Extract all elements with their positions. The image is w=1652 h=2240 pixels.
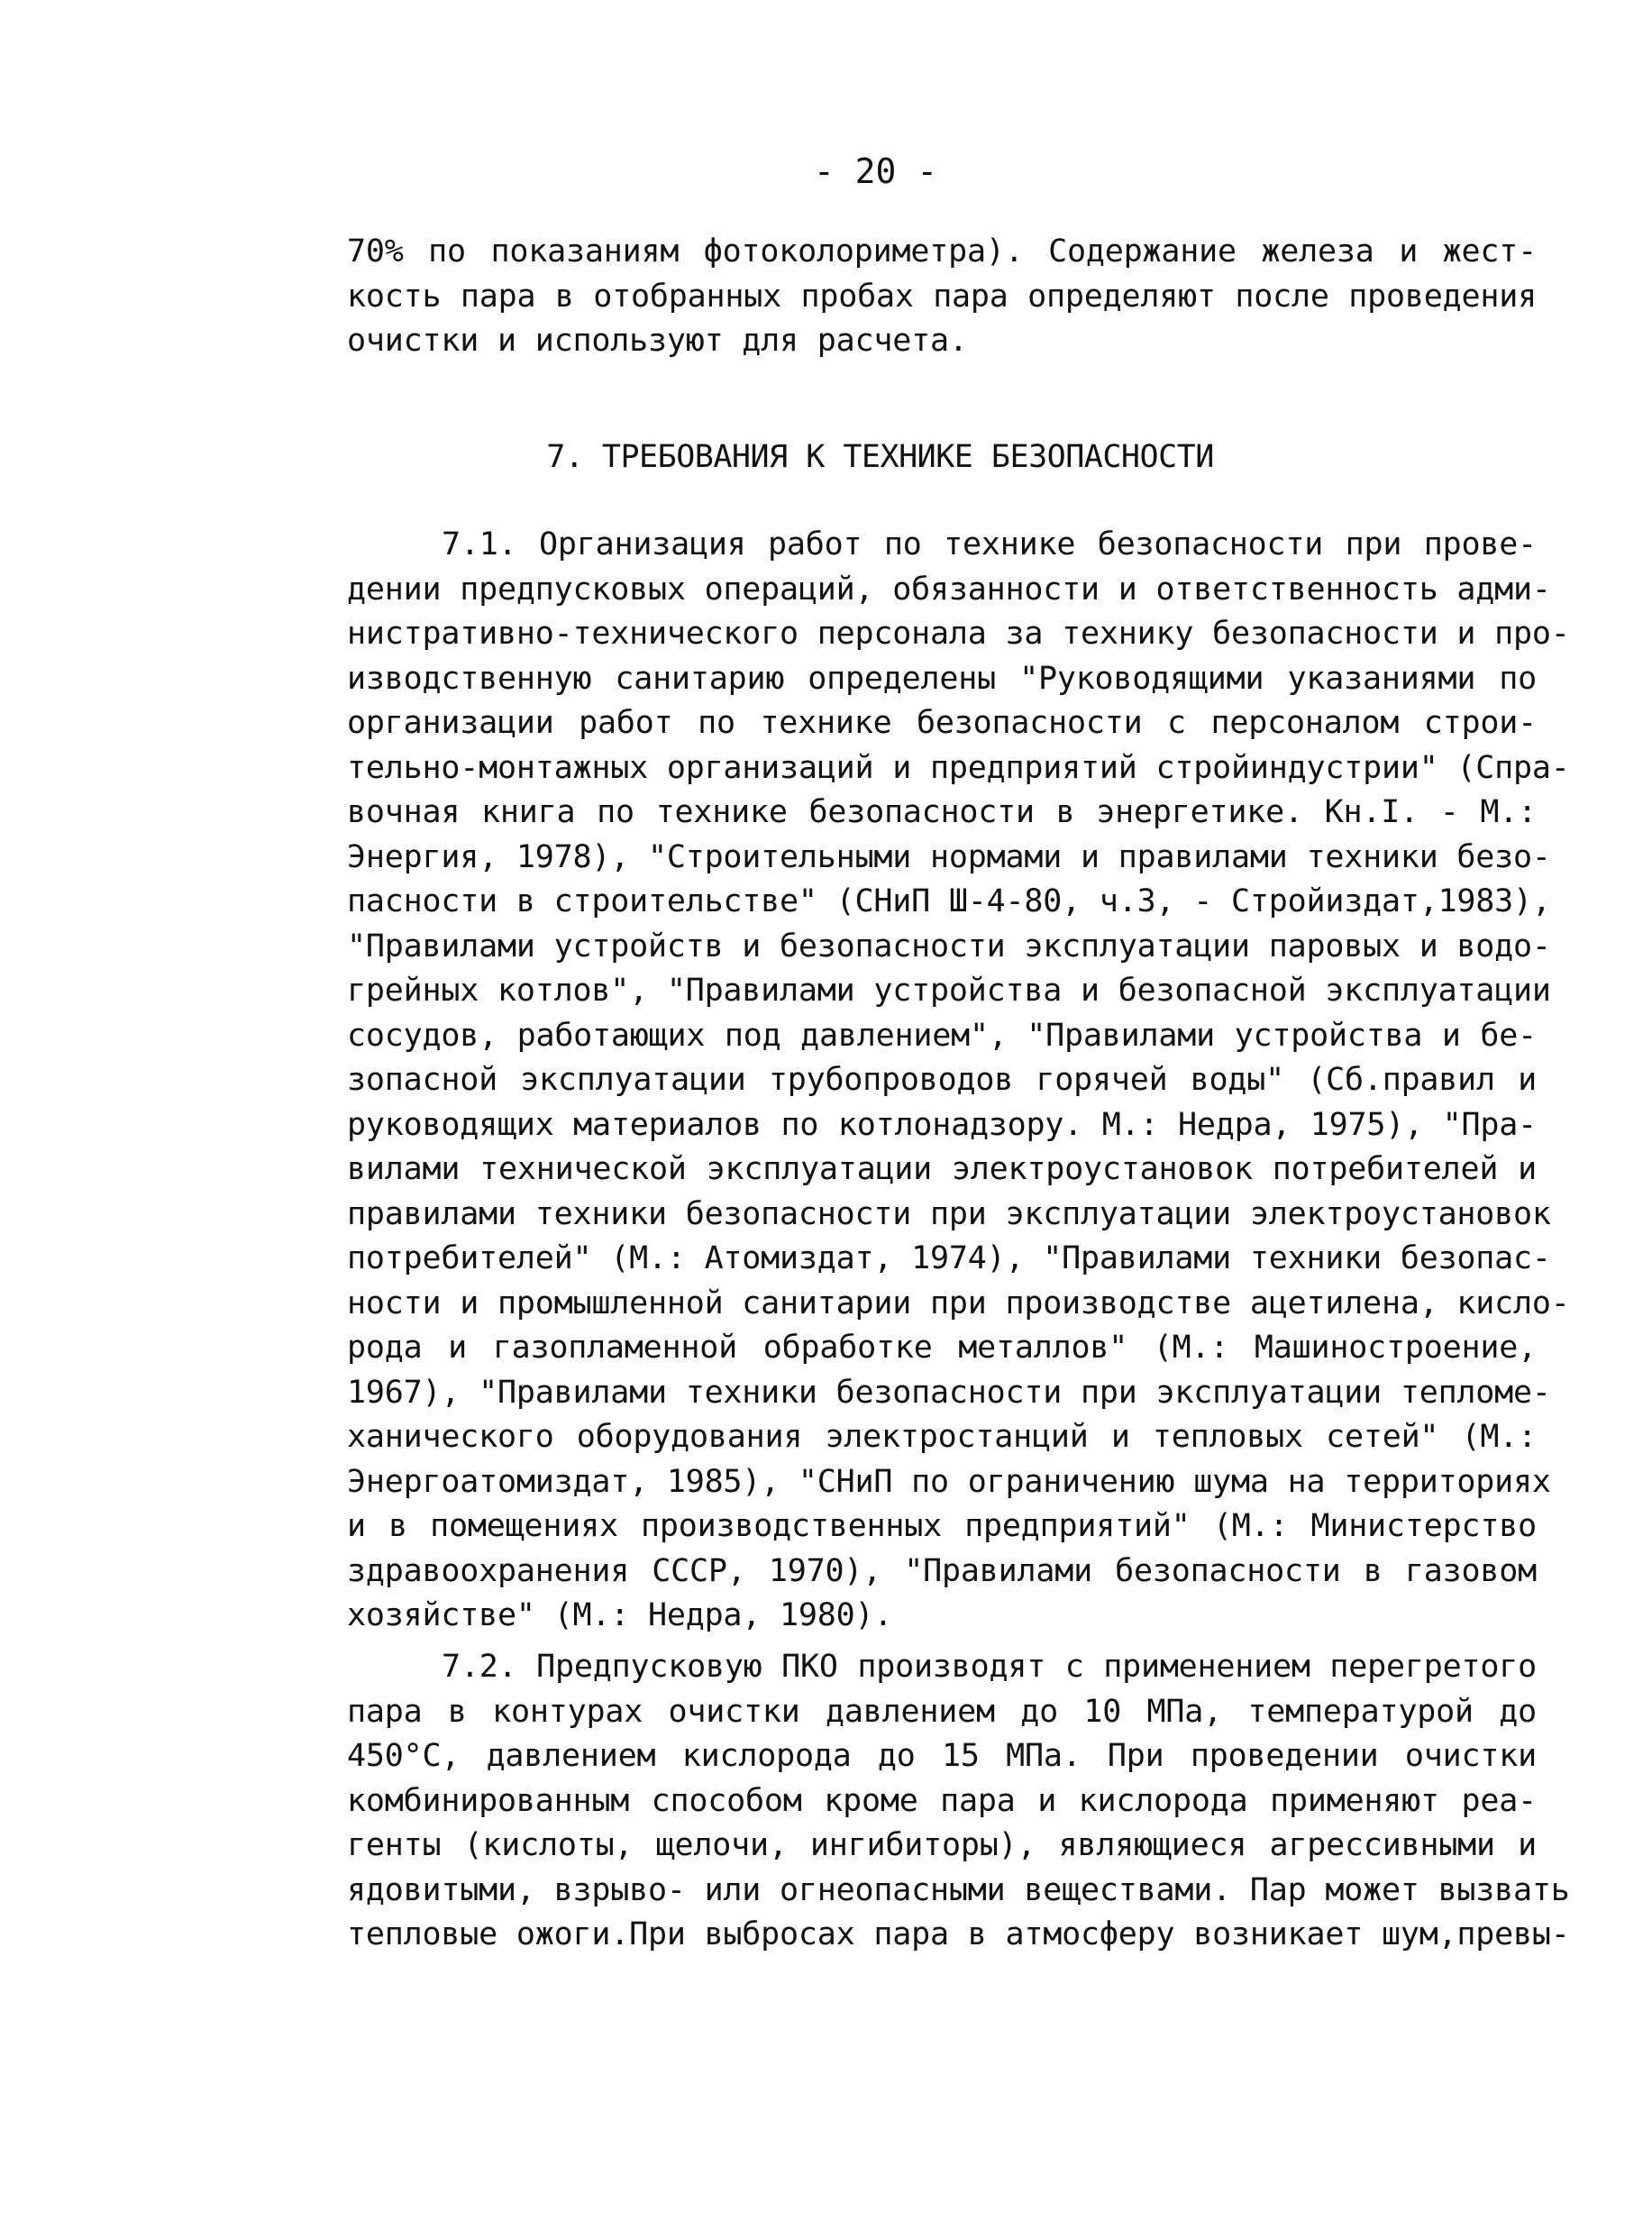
- text-line: сосудов, работающих под давлением", "Правилами устройства и бе-: [347, 1017, 1537, 1054]
- section-heading: 7. ТРЕБОВАНИЯ К ТЕХНИКЕ БЕЗОПАСНОСТИ: [546, 439, 1214, 475]
- text-line: изводственную санитарию определены "Руководящими указаниями по: [347, 660, 1537, 697]
- paragraph-7-2: [347, 1645, 1570, 1958]
- text-line: 450°С, давлением кислорода до 15 МПа. При проведении очистки: [347, 1738, 1537, 1774]
- text-line: и в помещениях производственных предприятий" (М.: Министерство: [347, 1508, 1537, 1544]
- text-line: тепловые ожоги.При выбросах пара в атмосферу возникает шум,превы-: [347, 1916, 1570, 1952]
- text-line: пара в контурах очистки давлением до 10 МПа, температурой до: [347, 1693, 1537, 1730]
- text-line: рода и газопламенной обработке металлов" (М.: Машиностроение,: [347, 1330, 1537, 1366]
- text-line: дении предпусковых операций, обязанности и ответственность адми-: [347, 571, 1551, 608]
- text-line: вочная книга по технике безопасности в энергетике. Кн.I. - М.:: [347, 794, 1537, 830]
- text-line: генты (кислоты, щелочи, ингибиторы), являющиеся агрессивными и: [347, 1827, 1537, 1863]
- text-line: здравоохранения СССР, 1970), "Правилами безопасности в газовом: [347, 1552, 1537, 1589]
- text-line: зопасной эксплуатации трубопроводов горячей воды" (Сб.правил и: [347, 1062, 1537, 1098]
- text-line: комбинированным способом кроме пара и кислорода применяют реа-: [347, 1782, 1537, 1819]
- text-line: ности и промышленной санитарии при производстве ацетилена, кисло-: [347, 1285, 1570, 1321]
- text-line: организации работ по технике безопасности с персоналом строи-: [347, 705, 1537, 741]
- intro-paragraph: [347, 230, 1537, 364]
- text-line: потребителей" (М.: Атомиздат, 1974), "Правилами техники безопас-: [347, 1240, 1551, 1276]
- text-line: 7.2. Предпусковую ПКО производят с применением перегретого: [442, 1649, 1537, 1685]
- text-line: кость пара в отобранных пробах пара определяют после проведения: [347, 278, 1537, 315]
- text-line: Энергоатомиздат, 1985), "СНиП по ограничению шума на территориях: [347, 1463, 1551, 1500]
- text-line: тельно-монтажных организаций и предприятий стройиндустрии" (Спра-: [347, 749, 1570, 786]
- text-line: нистративно-технического персонала за технику безопасности и про-: [347, 616, 1570, 652]
- text-line: "Правилами устройств и безопасности эксплуатации паровых и водо-: [347, 928, 1551, 965]
- text-line: грейных котлов", "Правилами устройства и безопасной эксплуатации: [347, 973, 1551, 1009]
- text-line: хозяйстве" (М.: Недра, 1980).: [347, 1597, 893, 1633]
- text-line: ханического оборудования электростанций и тепловых сетей" (М.:: [347, 1419, 1537, 1455]
- text-line: Энергия, 1978), "Строительными нормами и правилами техники безо-: [347, 838, 1551, 875]
- paragraph-7-1: [347, 523, 1570, 1639]
- text-line: 7.1. Организация работ по технике безопасности при прове-: [442, 526, 1537, 562]
- text-line: вилами технической эксплуатации электроустановок потребителей и: [347, 1151, 1537, 1187]
- text-line: правилами техники безопасности при эксплуатации электроустановок: [347, 1195, 1551, 1232]
- page-number: - 20 -: [813, 151, 938, 191]
- text-line: очистки и используют для расчета.: [347, 323, 968, 359]
- text-line: ядовитыми, взрыво- или огнеопасными веществами. Пар может вызвать: [347, 1871, 1570, 1908]
- text-line: 1967), "Правилами техники безопасности при эксплуатации тепломе-: [347, 1374, 1551, 1411]
- text-line: пасности в строительстве" (СНиП Ш-4-80, ч.3, - Стройиздат,1983),: [347, 883, 1551, 919]
- text-line: 70% по показаниям фотоколориметра). Содержание железа и жест-: [347, 233, 1537, 270]
- text-line: руководящих материалов по котлонадзору. М.: Недра, 1975), "Пра-: [347, 1106, 1537, 1143]
